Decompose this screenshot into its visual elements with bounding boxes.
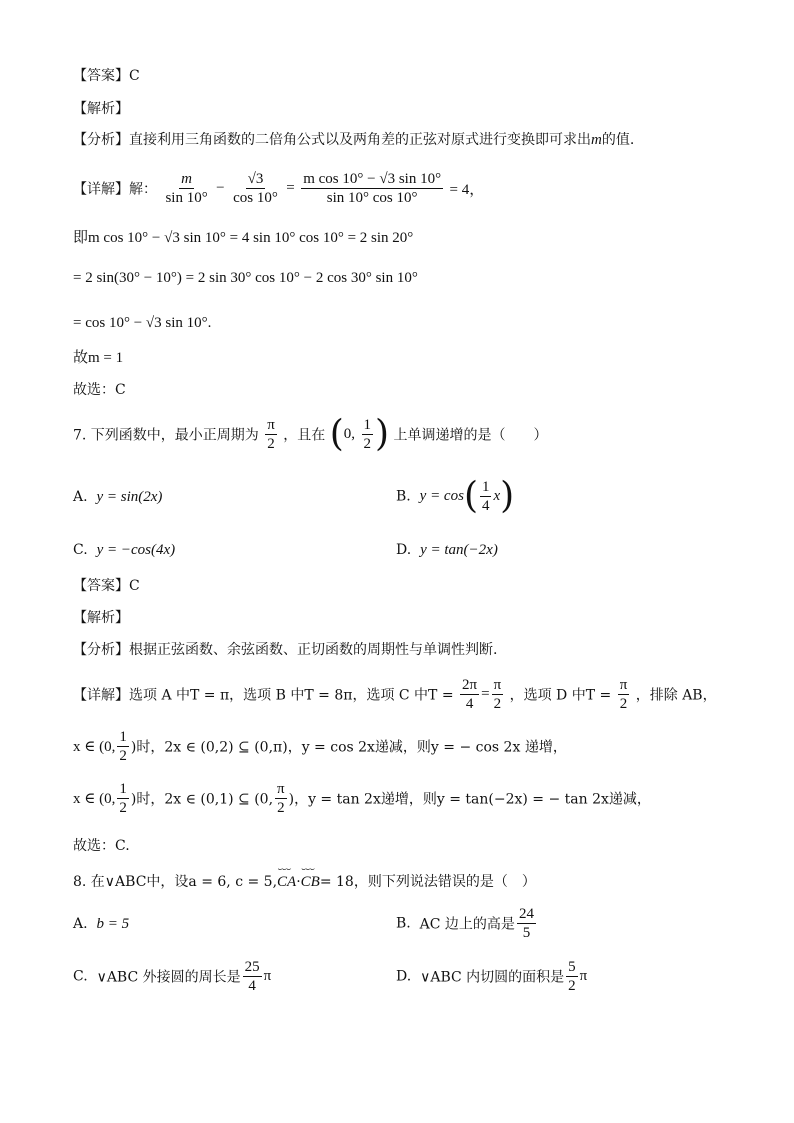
fraction-m-over-sin10: $\frac{m}{\sin 10^\circ}$ xyxy=(165,171,208,206)
q8-option-b[interactable]: B. AC 边上的高是 $\frac{24}{5}$ xyxy=(396,906,534,941)
fraction-pi-over-2: $\frac{\pi}{2}$ xyxy=(267,417,275,452)
detail-q7-line-2: x ∈ (0, $\frac{1}{2}$ )时，2x ∈ (0,2) ⊆ (0,π)，y = cos 2x递减，则y = − cos 2x 递增， xyxy=(73,729,567,764)
choose-q7: 故选：C. xyxy=(73,838,130,854)
detail-q7-line-3: x ∈ (0, $\frac{1}{2}$ )时，2x ∈ (0,1) ⊆ (0, $\frac{\pi}{2}$ )，y = tan 2x递增，则y = tan(−2x) = − tan 2x递减， xyxy=(73,781,651,816)
q7-option-d[interactable]: D. y = tan(−2x) xyxy=(396,542,498,558)
detail-line-2: 即m cos 10° − √3 sin 10° = 4 sin 10° cos 10° = 2 sin 20° xyxy=(73,230,414,246)
fraction-one-half: $\frac{1}{2}$ xyxy=(363,417,371,452)
fraction-combined: $\frac{\text{m cos 10° − √3 sin 10°}}{\sin 10^\circ \cos 10^\circ}$ xyxy=(303,171,442,206)
analysis-heading-q7: 【解析】 xyxy=(73,610,129,626)
detail-q7-line-1: 【详解】选项 A 中T = π，选项 B 中T = 8π，选项 C 中T = $\frac{2\pi}{4}$ = $\frac{\pi}{2}$ ，选项 D 中T = $\frac{\pi}{2}$ ，排除 AB， xyxy=(73,677,717,712)
q8-option-c[interactable]: C. ∨ABC 外接圆的周长是 $\frac{25}{4}$ π xyxy=(73,959,272,994)
analysis-text-q7: 【分析】根据正弦函数、余弦函数、正切函数的周期性与单调性判断. xyxy=(73,642,498,658)
fraction-sqrt3-over-cos10: $\frac{√3}{\cos 10^\circ}$ xyxy=(233,171,278,206)
answer-label-q6: 【答案】C xyxy=(73,68,140,84)
q8-option-a[interactable]: A. b = 5 xyxy=(73,916,130,932)
detail-line-4: = cos 10° − √3 sin 10°. xyxy=(73,315,212,331)
question-8-stem: 8. 在∨ABC中，设a = 6, c = 5,⌣⌣⌣ CA·⌣⌣⌣ CB= 18，则下列说法错误的是（ ） xyxy=(73,872,536,892)
detail-equation-1: 【详解】解： $\frac{m}{\sin 10^\circ}$ − $\frac{√3}{\cos 10^\circ}$ = $\frac{\text{m cos 10° − √3 sin 10°}}{\sin 10^\circ \cos 10^\circ}$ = 4， xyxy=(73,171,485,206)
q7-option-c[interactable]: C. y = −cos(4x) xyxy=(73,542,176,558)
choose-q6: 故选：C xyxy=(73,382,126,398)
detail-line-3: = 2 sin(30° − 10°) = 2 sin 30° cos 10° − 2 cos 30° sin 10° xyxy=(73,270,418,286)
q7-option-b[interactable]: B. y = cos( $\frac{1}{4}$ x) xyxy=(396,475,515,517)
question-7-stem: 7. 下列函数中，最小正周期为 $\frac{\pi}{2}$ ，且在 (0, $\frac{1}{2}$ ) 上单调递增的是（ ） xyxy=(73,413,548,455)
q8-option-d[interactable]: D. ∨ABC 内切圆的面积是 $\frac{5}{2}$ π xyxy=(396,959,588,994)
analysis-text-q6: 【分析】直接利用三角函数的二倍角公式以及两角差的正弦对原式进行变换即可求出m的值. xyxy=(73,132,635,148)
q7-option-a[interactable]: A. y = sin(2x) xyxy=(73,489,163,505)
detail-line-5: 故m = 1 xyxy=(73,350,124,366)
analysis-heading-q6: 【解析】 xyxy=(73,101,129,117)
answer-label-q7: 【答案】C xyxy=(73,578,140,594)
